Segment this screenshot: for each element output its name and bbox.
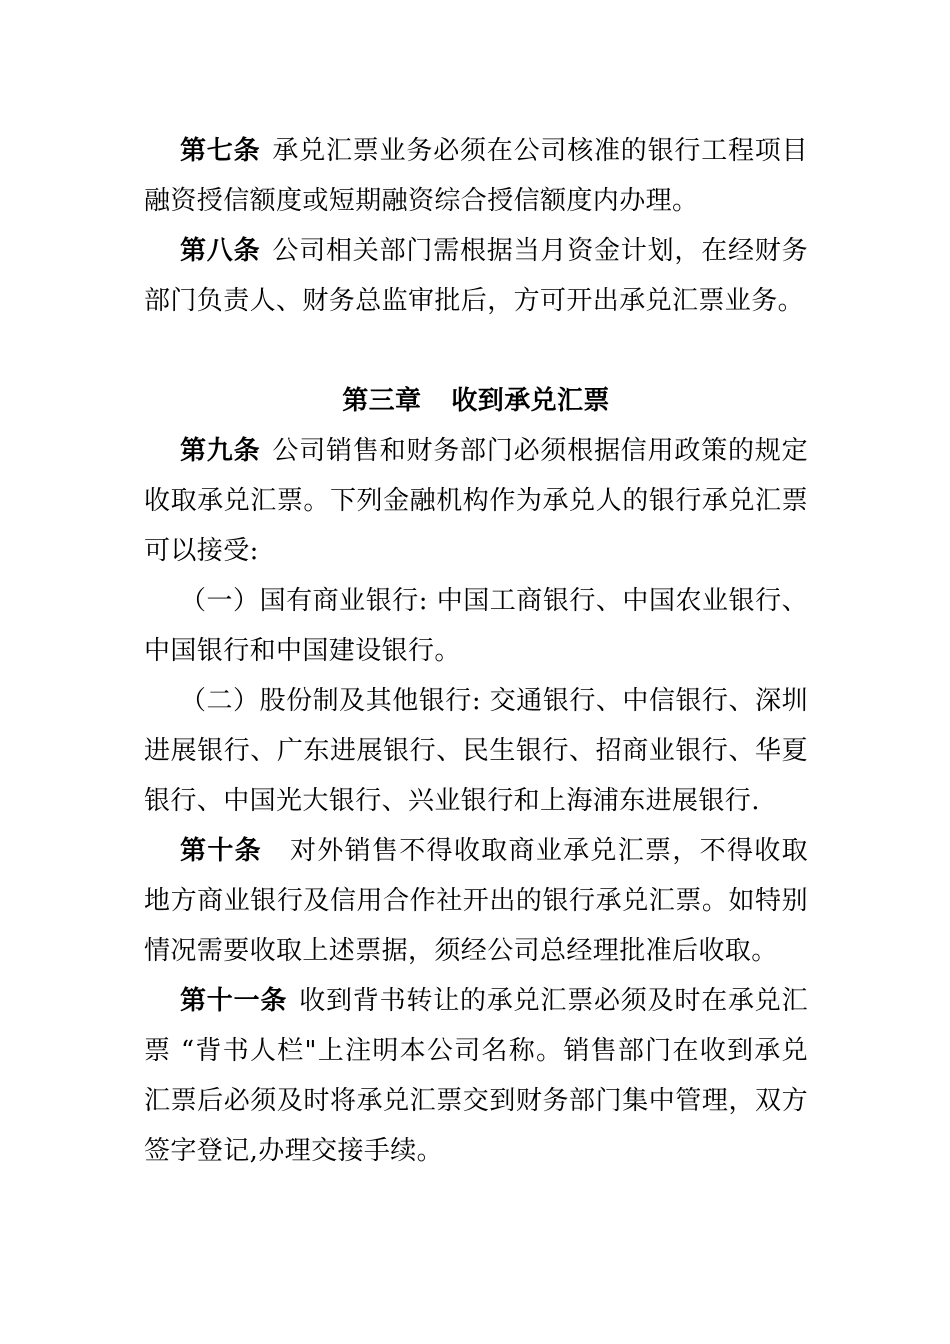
article-8-text: 公司相关部门需根据当月资金计划，在经财务部门负责人、财务总监审批后，方可开出承兑汇票业务。 [144,236,808,316]
article-10-label: 第十条 [180,836,262,866]
chapter-heading [144,376,808,426]
article-8 [144,226,808,326]
article-7-text: 承兑汇票业务必须在公司核准的银行工程项目融资授信额度或短期融资综合授信额度内办理。 [144,136,808,216]
article-11-text: 收到背书转让的承兑汇票必须及时在承兑汇票 “背书人栏"上注明本公司名称。销售部门在收到承兑汇票后必须及时将承兑汇票交到财务部门集中管理，双方签字登记,办理交接手续。 [144,986,808,1166]
article-10 [144,826,808,976]
article-10-text: 对外销售不得收取商业承兑汇票，不得收取地方商业银行及信用合作社开出的银行承兑汇票。如特别情况需要收取上述票据，须经公司总经理批准后收取。 [144,836,809,966]
document-page [144,126,808,1176]
article-9-item-2: （二）股份制及其他银行: 交通银行、中信银行、深圳进展银行、广东进展银行、民生银行、招商业银行、华夏银行、中国光大银行、兴业银行和上海浦东进展银行. [144,686,808,816]
article-9-text: 公司销售和财务部门必须根据信用政策的规定收取承兑汇票。下列金融机构作为承兑人的银行承兑汇票可以接受: [144,436,808,566]
article-9 [144,426,808,576]
article-9-label: 第九条 [180,436,261,466]
article-7 [144,126,808,226]
article-11 [144,976,808,1176]
article-7-label: 第七条 [180,136,261,166]
chapter-title: 收到承兑汇票 [451,386,610,416]
article-8-label: 第八条 [180,236,261,266]
article-11-label: 第十一条 [180,986,288,1016]
chapter-number: 第三章 [342,386,422,416]
article-9-item-1: （一）国有商业银行: 中国工商银行、中国农业银行、中国银行和中国建设银行。 [144,586,808,666]
